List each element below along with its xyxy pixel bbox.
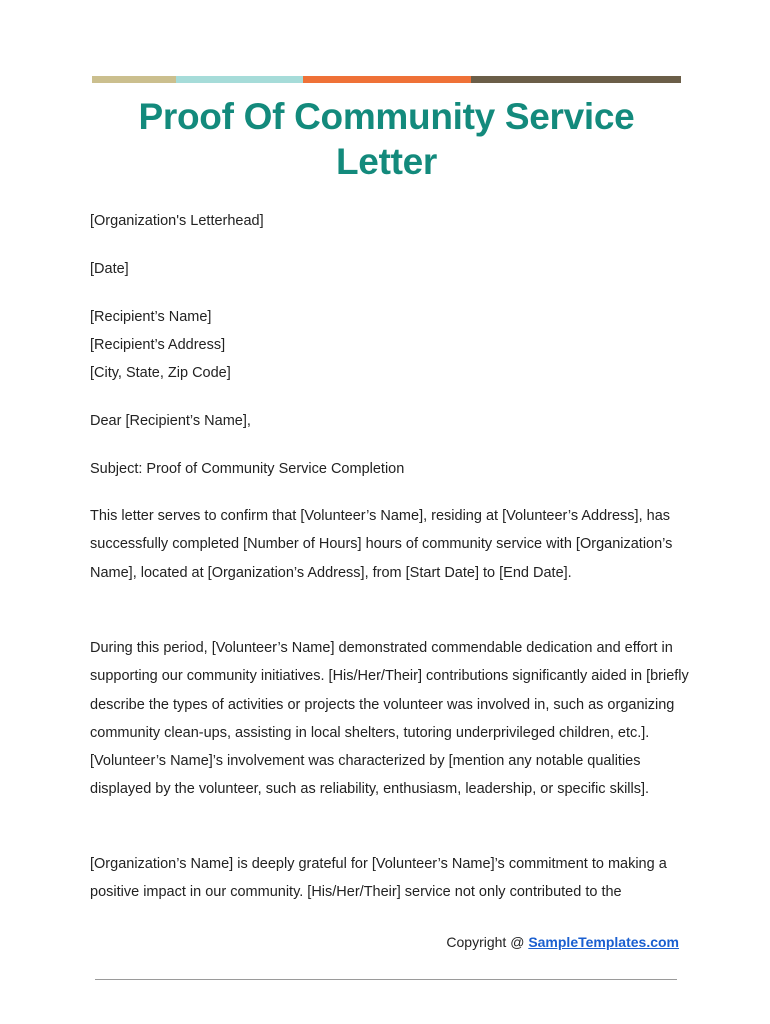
salutation: Dear [Recipient’s Name], bbox=[90, 413, 251, 429]
header-color-bar bbox=[92, 76, 681, 83]
paragraph-gratitude: [Organization’s Name] is deeply grateful for [Volunteer’s Name]’s commitment to making a positive impact in our community. [His/Her/Their] service not only contributed to the bbox=[90, 856, 667, 901]
paragraph-confirmation: This letter serves to confirm that [Volunteer’s Name], residing at [Volunteer’s Address], has successfully completed [Number of Hours] hours of community service with [Organization’s Name], located at [Organization’s Address], from [Start Date] to [End Date]. bbox=[90, 508, 673, 581]
color-bar-segment-tan bbox=[92, 76, 176, 83]
sampletemplates-link[interactable]: SampleTemplates.com bbox=[528, 934, 679, 950]
recipient-name: [Recipient’s Name] bbox=[90, 309, 212, 325]
color-bar-segment-orange bbox=[303, 76, 471, 83]
page-title bbox=[92, 94, 681, 184]
letterhead-placeholder: [Organization's Letterhead] bbox=[90, 213, 264, 229]
subject-line: Subject: Proof of Community Service Completion bbox=[90, 461, 405, 477]
page-title-line-2: Letter bbox=[336, 141, 437, 182]
copyright-footer bbox=[446, 934, 679, 950]
page-title-line-1: Proof Of Community Service bbox=[138, 96, 635, 137]
recipient-city-state-zip: [City, State, Zip Code] bbox=[90, 365, 231, 381]
copyright-text: Copyright @ bbox=[446, 934, 529, 950]
recipient-address: [Recipient’s Address] bbox=[90, 337, 226, 353]
color-bar-segment-brown bbox=[471, 76, 681, 83]
paragraph-contributions: During this period, [Volunteer’s Name] demonstrated commendable dedication and effort in supporting our community initiatives. [His/Her/Their] contributions significantly aided in [briefly describe the types of activities or projects the volunteer was involved in, such as organizing community clean-ups, assisting in local shelters, tutoring underprivileged children, etc.]. [Volunteer’s Name]’s involvement was characterized by [mention any notable qualities displayed by the volunteer, such as reliability, enthusiasm, leadership, or specific skills]. bbox=[90, 640, 689, 798]
color-bar-segment-aqua bbox=[176, 76, 303, 83]
footer-divider bbox=[95, 979, 677, 980]
date-placeholder: [Date] bbox=[90, 261, 129, 277]
